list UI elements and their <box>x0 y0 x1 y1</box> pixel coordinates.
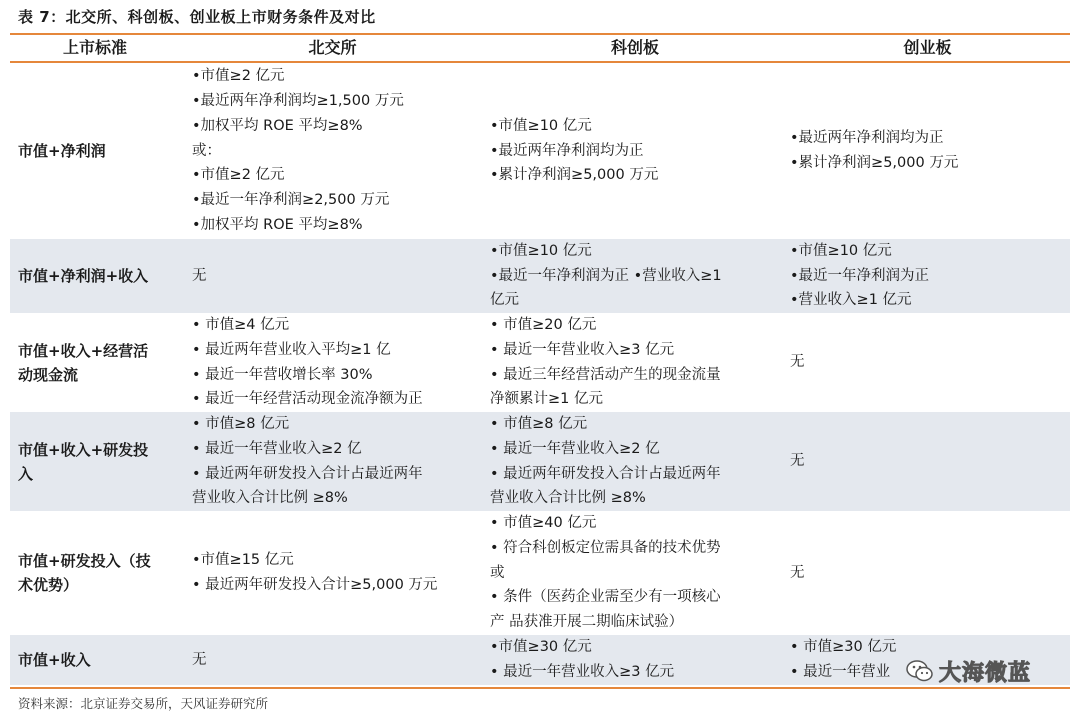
cell-star <box>485 635 785 685</box>
cell-bse <box>180 313 485 412</box>
cell-line: • 市值≥4 亿元 <box>192 316 290 333</box>
row-label <box>10 412 180 511</box>
cell-line: • 最近一年营业收入≥3 亿元 <box>490 664 675 680</box>
cell-line: • 最近一年营业收入≥2 亿 <box>490 440 660 457</box>
cell-line: •市值≥10 亿元 <box>790 242 892 259</box>
cell-line: 无 <box>790 564 805 581</box>
cell-line: 市值+净利润+收入 <box>18 267 149 285</box>
cell-line: 入 <box>18 464 34 483</box>
cell-line: • 市值≥30 亿元 <box>790 639 897 656</box>
header-star: 科创板 <box>610 37 659 57</box>
cell-line: 或： <box>192 142 221 159</box>
cell-line: 产 品获准开展二期临床试验） <box>490 614 684 631</box>
cell-line: • 最近一年营业 <box>790 664 891 680</box>
cell-line: 市值+收入+经营活 <box>18 341 149 360</box>
cell-line: 无 <box>790 453 805 470</box>
cell-line: •营业收入≥1 亿元 <box>790 292 912 309</box>
source-note: 资料来源：北京证券交易所，天风证券研究所 <box>18 696 269 711</box>
cell-line: • 最近一年经营活动现金流净额为正 <box>192 391 423 408</box>
cell-line: • 市值≥8 亿元 <box>490 415 588 432</box>
cell-line: •最近两年净利润均为正 <box>790 130 944 147</box>
cell-line: 亿元 <box>490 292 519 309</box>
cell-bse <box>180 635 485 685</box>
table-row <box>10 412 1070 511</box>
header-gem: 创业板 <box>903 37 952 57</box>
cell-line: •最近一年净利润为正 •营业收入≥1 <box>490 267 722 284</box>
cell-line: •市值≥15 亿元 <box>192 552 294 569</box>
cell-line: • 市值≥8 亿元 <box>192 415 290 432</box>
cell-bse <box>180 412 485 511</box>
cell-line: •加权平均 ROE 平均≥8% <box>192 117 363 134</box>
cell-gem <box>785 239 1070 313</box>
cell-line: •最近一年净利润为正 <box>790 267 930 284</box>
table-row <box>10 313 1070 412</box>
table-row <box>10 63 1070 239</box>
cell-line: • 市值≥40 亿元 <box>490 515 597 531</box>
cell-star <box>485 313 785 412</box>
cell-line: 无 <box>192 651 207 668</box>
cell-line: • 最近一年营收增长率 30% <box>192 366 373 383</box>
cell-line: •最近两年净利润均为正 <box>490 142 644 159</box>
cell-line: • 最近两年研发投入合计≥5,000 万元 <box>192 577 438 593</box>
cell-line: 营业收入合计比例 ≥8% <box>490 490 646 507</box>
cell-line: 市值+收入+研发投 <box>18 440 149 459</box>
cell-line: 无 <box>192 267 207 284</box>
row-label <box>10 635 180 685</box>
cell-line: 营业收入合计比例 ≥8% <box>192 490 348 507</box>
cell-bse <box>180 511 485 635</box>
cell-line: 市值+净利润 <box>18 142 106 160</box>
row-label <box>10 239 180 313</box>
cell-line: • 最近两年研发投入合计占最近两年 <box>490 465 721 482</box>
cell-line: •市值≥2 亿元 <box>192 68 285 85</box>
cell-line: • 符合科创板定位需具备的技术优势 <box>490 539 721 556</box>
cell-line: 无 <box>790 354 805 371</box>
cell-line: • 最近一年营业收入≥2 亿 <box>192 440 362 457</box>
wechat-icon <box>905 656 935 686</box>
cell-gem <box>785 412 1070 511</box>
cell-line: •市值≥10 亿元 <box>490 242 592 259</box>
cell-gem <box>785 511 1070 635</box>
cell-line: 或 <box>490 564 505 581</box>
cell-line: • 最近两年研发投入合计占最近两年 <box>192 465 423 482</box>
cell-line: • 条件（医药企业需至少有一项核心 <box>490 589 721 606</box>
row-label <box>10 63 180 239</box>
cell-star <box>485 412 785 511</box>
cell-line: • 最近两年营业收入平均≥1 亿 <box>192 341 391 358</box>
table-row <box>10 511 1070 635</box>
cell-line: •市值≥2 亿元 <box>192 167 285 184</box>
header-standard: 上市标准 <box>62 38 127 57</box>
table-row <box>10 239 1070 313</box>
row-label <box>10 511 180 635</box>
cell-bse <box>180 63 485 239</box>
cell-line: •加权平均 ROE 平均≥8% <box>192 216 363 233</box>
cell-star <box>485 511 785 635</box>
cell-line: • 最近三年经营活动产生的现金流量 <box>490 366 721 383</box>
cell-line: •市值≥10 亿元 <box>490 117 592 134</box>
cell-line: •最近两年净利润均≥1,500 万元 <box>192 93 404 109</box>
cell-line: •最近一年净利润≥2,500 万元 <box>192 192 390 209</box>
cell-line: • 最近一年营业收入≥3 亿元 <box>490 341 675 358</box>
table-title: 表 7：北交所、科创板、创业板上市财务条件及对比 <box>18 8 376 26</box>
cell-line: •累计净利润≥5,000 万元 <box>490 167 659 184</box>
cell-gem <box>785 313 1070 412</box>
watermark <box>905 653 1055 689</box>
cell-line: 术优势） <box>18 576 79 594</box>
cell-line: 动现金流 <box>18 365 79 384</box>
row-label <box>10 313 180 412</box>
cell-line: 市值+研发投入（技 <box>18 552 151 570</box>
cell-star <box>485 63 785 239</box>
cell-line: • 市值≥20 亿元 <box>490 316 597 333</box>
cell-gem <box>785 63 1070 239</box>
watermark-text: 大海微蓝 <box>939 660 1032 686</box>
cell-line: •累计净利润≥5,000 万元 <box>790 155 959 171</box>
cell-line: 市值+收入 <box>18 651 91 669</box>
header-bse: 北交所 <box>308 37 357 57</box>
cell-line: •市值≥30 亿元 <box>490 639 592 656</box>
cell-line: 净额累计≥1 亿元 <box>490 391 603 408</box>
cell-star <box>485 239 785 313</box>
comparison-table <box>10 33 1070 685</box>
table-header-row <box>10 35 1070 63</box>
cell-bse <box>180 239 485 313</box>
